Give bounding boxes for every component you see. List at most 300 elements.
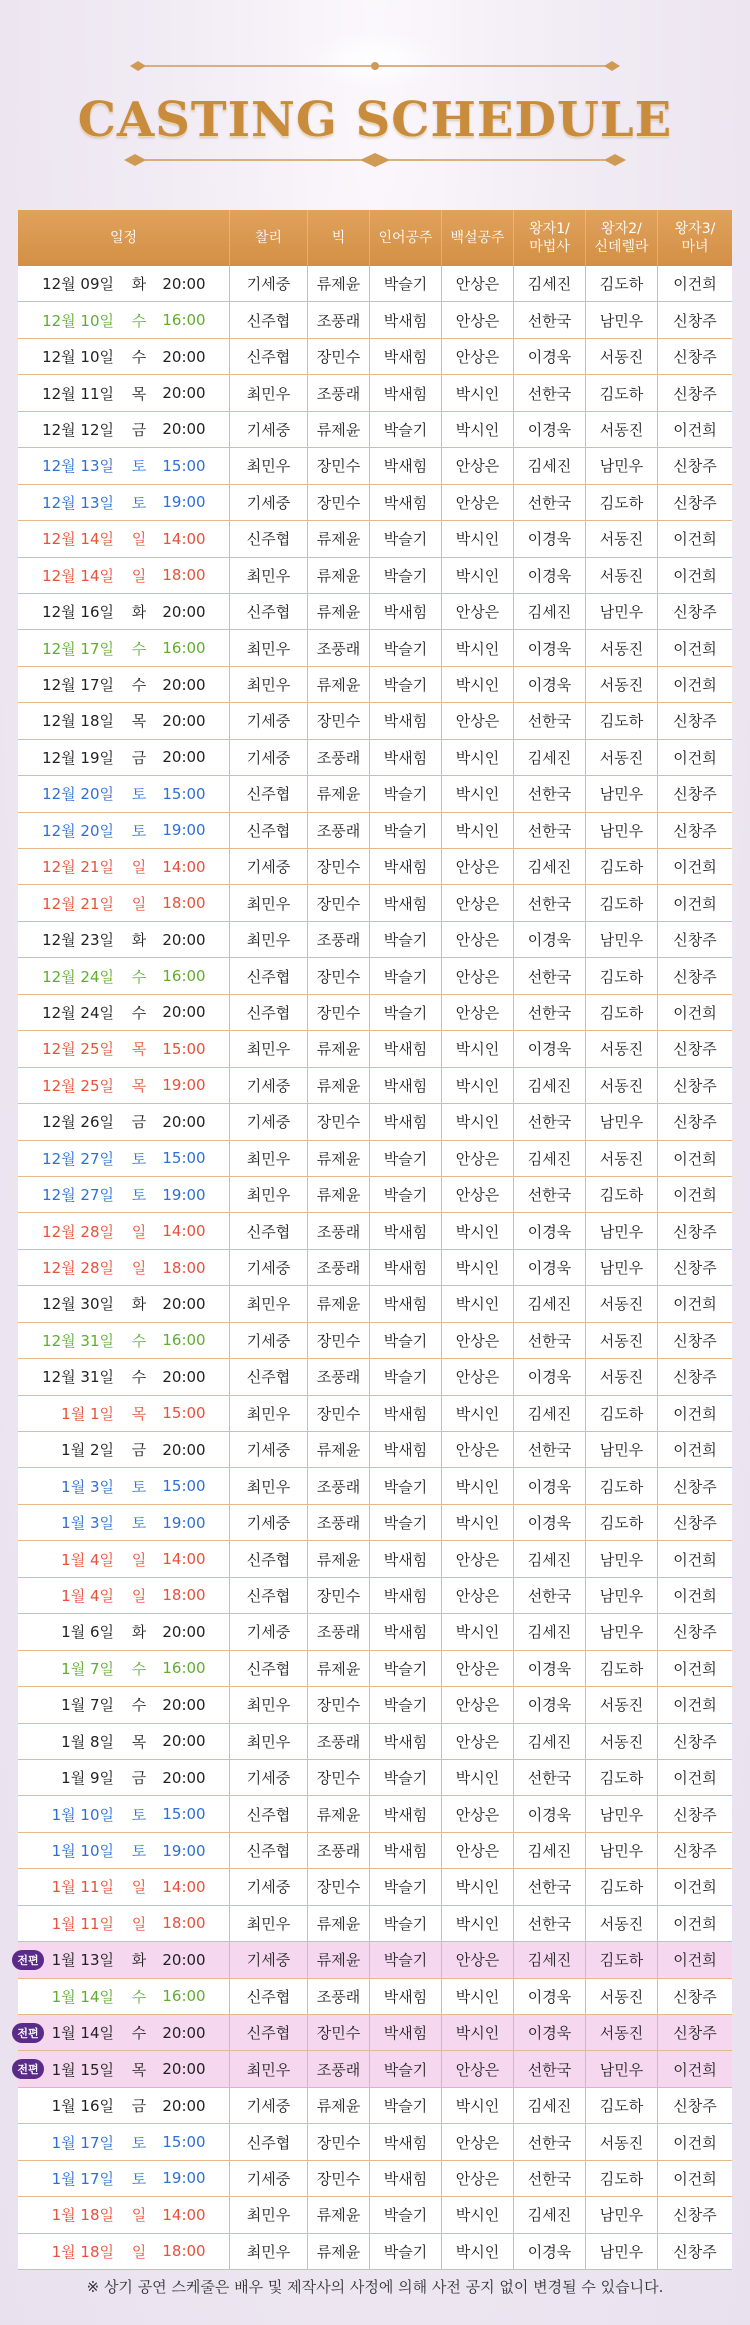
table-row [18,813,732,849]
header-snow-white: 백설공주 [442,210,514,266]
schedule-cell [18,995,230,1030]
cast-cell: 류제윤 [308,1651,370,1686]
cast-cell: 기세중 [230,2161,308,2196]
row-day: 일 [131,858,147,877]
row-day: 목 [131,1404,147,1423]
cast-cell: 안상은 [442,1796,514,1831]
cast-cell: 신창주 [673,1842,717,1861]
cast-cell: 류제윤 [308,1541,370,1576]
schedule-cell [18,776,230,811]
schedule-cell [18,1396,230,1431]
cast-cell: 기세중 [230,1505,308,1540]
cast-cell: 신주협 [230,2015,308,2050]
row-day: 토 [131,1477,147,1496]
cast-cell: 박슬기 [370,667,442,702]
cast-cell: 신창주 [673,2024,717,2043]
row-time: 19:00 [162,1076,206,1095]
cast-cell: 신주협 [230,521,308,556]
row-time: 15:00 [162,1477,206,1496]
full-show-badge: 전편 [12,2023,44,2043]
cast-cell: 최민우 [230,1286,308,1321]
table-row [18,1724,732,1760]
schedule-cell [18,448,230,483]
cast-cell: 류제윤 [308,1432,370,1467]
cast-cell: 안상은 [442,1942,514,1977]
schedule-cell [18,1578,230,1613]
cast-cell: 김세진 [514,1396,586,1431]
cast-cell: 신창주 [673,821,717,840]
row-time: 18:00 [162,1914,206,1933]
row-day: 일 [131,894,147,913]
table-row [18,521,732,557]
cast-cell: 선한국 [514,1177,586,1212]
cast-cell: 조풍래 [308,2051,370,2086]
cast-cell: 신주협 [230,1213,308,1248]
cast-cell: 이경욱 [514,1979,586,2014]
row-date: 1월 4일 [61,1550,114,1569]
table-row [18,594,732,630]
schedule-cell [18,1286,230,1321]
cast-cell: 김도하 [586,1760,658,1795]
cast-cell: 이건희 [673,1878,717,1897]
row-date: 12월 26일 [42,1113,114,1132]
row-day: 토 [131,1805,147,1824]
cast-cell: 박슬기 [370,1906,442,1941]
cast-cell: 안상은 [442,1687,514,1722]
row-day: 수 [131,1696,147,1715]
cast-cell: 신주협 [230,2124,308,2159]
cast-cell: 박새힘 [370,1396,442,1431]
row-date: 12월 17일 [42,676,114,695]
cast-cell: 박시인 [442,740,514,775]
row-time: 20:00 [162,1695,206,1714]
cast-cell: 이경욱 [514,1250,586,1285]
cast-cell: 신주협 [230,776,308,811]
table-row [18,1833,732,1869]
cast-cell: 박새힘 [370,885,442,920]
schedule-cell [18,1724,230,1759]
cast-cell: 류제윤 [308,776,370,811]
table-row [18,1468,732,1504]
cast-cell: 박시인 [442,412,514,447]
schedule-cell [18,1833,230,1868]
row-day: 일 [131,1586,147,1605]
cast-cell: 서동진 [586,1286,658,1321]
cast-cell: 이건희 [673,275,717,294]
cast-cell: 박시인 [442,1760,514,1795]
table-row [18,1323,732,1359]
cast-cell: 서동진 [586,2124,658,2159]
cast-cell: 이건희 [673,1186,717,1205]
cast-cell: 남민우 [586,1796,658,1831]
cast-cell: 김세진 [514,448,586,483]
row-date: 12월 27일 [42,1149,114,1168]
cast-cell: 기세중 [230,740,308,775]
cast-cell: 남민우 [586,2051,658,2086]
cast-cell: 김세진 [514,1833,586,1868]
cast-cell: 김세진 [514,1286,586,1321]
cast-cell: 조풍래 [308,922,370,957]
cast-cell: 신창주 [673,348,717,367]
cast-cell: 기세중 [230,1614,308,1649]
cast-cell: 기세중 [230,485,308,520]
schedule-cell [18,1505,230,1540]
cast-cell: 박슬기 [370,1505,442,1540]
cast-cell: 이경욱 [514,630,586,665]
cast-cell: 박새힘 [370,1213,442,1248]
row-date: 12월 27일 [42,1186,114,1205]
row-time: 14:00 [162,2205,206,2224]
row-time: 20:00 [162,711,206,730]
schedule-cell [18,1068,230,1103]
cast-cell: 류제윤 [308,1942,370,1977]
cast-cell: 선한국 [514,2124,586,2159]
cast-cell: 남민우 [586,1541,658,1576]
cast-cell: 안상은 [442,885,514,920]
cast-cell: 신창주 [673,1368,717,1387]
row-date: 12월 31일 [42,1368,114,1387]
table-row [18,849,732,885]
row-date: 12월 20일 [42,785,114,804]
cast-cell: 서동진 [586,630,658,665]
cast-cell: 장민수 [308,1323,370,1358]
row-day: 토 [131,1842,147,1861]
row-time: 16:00 [162,1987,206,2006]
row-day: 수 [131,2024,147,2043]
cast-cell: 서동진 [586,558,658,593]
table-row [18,1359,732,1395]
row-time: 20:00 [162,1367,206,1386]
row-time: 20:00 [162,748,206,767]
table-row [18,1614,732,1650]
cast-cell: 안상은 [442,266,514,301]
row-day: 일 [131,566,147,585]
cast-cell: 신주협 [230,813,308,848]
table-row [18,1031,732,1067]
row-day: 토 [131,493,147,512]
row-date: 1월 17일 [51,2133,114,2152]
cast-cell: 안상은 [442,958,514,993]
cast-cell: 남민우 [586,2197,658,2232]
cast-cell: 박새힘 [370,2124,442,2159]
cast-cell: 조풍래 [308,302,370,337]
cast-cell: 신주협 [230,995,308,1030]
table-row [18,2088,732,2124]
cast-cell: 박새힘 [370,849,442,884]
cast-cell: 안상은 [442,1323,514,1358]
bottom-ornament [0,150,750,170]
cast-cell: 박시인 [442,2088,514,2123]
row-time: 18:00 [162,894,206,913]
cast-cell: 최민우 [230,1177,308,1212]
row-time: 15:00 [162,1805,206,1824]
table-row [18,2051,732,2087]
row-date: 1월 14일 [51,2024,114,2043]
schedule-cell [18,302,230,337]
table-row [18,485,732,521]
row-date: 12월 16일 [42,603,114,622]
table-row [18,266,732,302]
cast-cell: 박슬기 [370,922,442,957]
cast-cell: 장민수 [308,2124,370,2159]
row-date: 12월 21일 [42,894,114,913]
cast-cell: 류제윤 [308,2197,370,2232]
cast-cell: 박슬기 [370,630,442,665]
cast-cell: 김도하 [586,1651,658,1686]
row-date: 1월 11일 [51,1878,114,1897]
row-time: 20:00 [162,274,206,293]
cast-cell: 박새힘 [370,594,442,629]
cast-cell: 김세진 [514,266,586,301]
cast-cell: 남민우 [586,1833,658,1868]
schedule-cell [18,1359,230,1394]
schedule-cell [18,1906,230,1941]
cast-cell: 이경욱 [514,1796,586,1831]
row-time: 20:00 [162,675,206,694]
cast-cell: 신주협 [230,1578,308,1613]
table-row [18,339,732,375]
cast-cell: 박시인 [442,2234,514,2269]
schedule-cell [18,740,230,775]
cast-cell: 이건희 [673,2133,717,2152]
cast-cell: 신창주 [673,1514,717,1533]
cast-cell: 안상은 [442,1432,514,1467]
cast-cell: 김도하 [586,2161,658,2196]
row-time: 20:00 [162,347,206,366]
cast-cell: 서동진 [586,1323,658,1358]
cast-cell: 서동진 [586,1906,658,1941]
cast-cell: 박새힘 [370,448,442,483]
row-date: 1월 8일 [61,1732,114,1751]
cast-cell: 서동진 [586,1141,658,1176]
cast-cell: 류제윤 [308,558,370,593]
cast-cell: 박새힘 [370,1614,442,1649]
row-date: 1월 9일 [61,1769,114,1788]
cast-cell: 이경욱 [514,922,586,957]
cast-cell: 조풍래 [308,1359,370,1394]
schedule-cell [18,266,230,301]
cast-cell: 박새힘 [370,1578,442,1613]
cast-cell: 안상은 [442,1578,514,1613]
cast-cell: 남민우 [586,448,658,483]
row-date: 12월 13일 [42,457,114,476]
row-time: 18:00 [162,1586,206,1605]
cast-cell: 안상은 [442,922,514,957]
row-time: 14:00 [162,1877,206,1896]
row-day: 수 [131,1368,147,1387]
cast-cell: 안상은 [442,594,514,629]
cast-cell: 이건희 [673,1769,717,1788]
table-row [18,1213,732,1249]
row-time: 20:00 [162,1440,206,1459]
row-date: 12월 10일 [42,348,114,367]
row-time: 20:00 [162,2096,206,2115]
row-time: 15:00 [162,456,206,475]
schedule-cell [18,958,230,993]
row-day: 일 [131,530,147,549]
row-time: 19:00 [162,821,206,840]
cast-cell: 안상은 [442,995,514,1030]
cast-cell: 조풍래 [308,1979,370,2014]
cast-cell: 류제윤 [308,2234,370,2269]
cast-cell: 선한국 [514,2161,586,2196]
row-date: 12월 13일 [42,493,114,512]
cast-cell: 조풍래 [308,740,370,775]
cast-cell: 김세진 [514,2088,586,2123]
cast-cell: 안상은 [442,1724,514,1759]
row-time: 20:00 [162,384,206,403]
cast-cell: 장민수 [308,2015,370,2050]
table-body [18,266,732,2270]
table-row [18,776,732,812]
cast-cell: 신창주 [673,1987,717,2006]
row-day: 수 [131,676,147,695]
table-row [18,885,732,921]
table-row [18,558,732,594]
row-day: 토 [131,1186,147,1205]
cast-cell: 박슬기 [370,1651,442,1686]
cast-cell: 선한국 [514,813,586,848]
cast-cell: 류제윤 [308,266,370,301]
cast-cell: 서동진 [586,667,658,702]
row-day: 수 [131,1659,147,1678]
cast-cell: 이경욱 [514,1505,586,1540]
row-day: 수 [131,639,147,658]
cast-cell: 이건희 [673,1914,717,1933]
cast-cell: 남민우 [586,1432,658,1467]
row-date: 1월 18일 [51,2242,114,2261]
row-day: 화 [131,1951,147,1970]
row-day: 토 [131,1149,147,1168]
cast-cell: 이건희 [673,420,717,439]
cast-cell: 신주협 [230,958,308,993]
row-date: 1월 10일 [51,1842,114,1861]
cast-cell: 신창주 [673,1076,717,1095]
row-time: 15:00 [162,1039,206,1058]
cast-cell: 남민우 [586,1104,658,1139]
cast-cell: 박시인 [442,1505,514,1540]
cast-cell: 최민우 [230,2051,308,2086]
cast-cell: 서동진 [586,521,658,556]
row-time: 18:00 [162,566,206,585]
schedule-cell [18,2124,230,2159]
table-row [18,630,732,666]
cast-cell: 박시인 [442,1614,514,1649]
cast-cell: 김도하 [586,485,658,520]
cast-cell: 이경욱 [514,1468,586,1503]
table-row [18,2234,732,2270]
schedule-cell [18,2051,230,2086]
cast-cell: 이건희 [673,639,717,658]
cast-cell: 박슬기 [370,1942,442,1977]
cast-cell: 박새힘 [370,1541,442,1576]
cast-cell: 박새힘 [370,1104,442,1139]
cast-cell: 기세중 [230,1104,308,1139]
page-title: CASTING SCHEDULE [77,92,673,148]
cast-cell: 신창주 [673,457,717,476]
row-day: 목 [131,1040,147,1059]
cast-cell: 박시인 [442,1396,514,1431]
cast-cell: 신창주 [673,1805,717,1824]
cast-cell: 박새힘 [370,1979,442,2014]
header-prince3: 왕자3/ 마녀 [674,221,716,255]
cast-cell: 선한국 [514,375,586,410]
row-time: 18:00 [162,2242,206,2261]
cast-cell: 선한국 [514,958,586,993]
cast-cell: 박슬기 [370,1323,442,1358]
row-time: 15:00 [162,784,206,803]
cast-cell: 박슬기 [370,1141,442,1176]
cast-cell: 선한국 [514,1578,586,1613]
cast-cell: 박새힘 [370,1724,442,1759]
row-date: 12월 23일 [42,931,114,950]
row-day: 목 [131,2060,147,2079]
cast-cell: 박슬기 [370,2088,442,2123]
schedule-cell [18,1141,230,1176]
row-time: 19:00 [162,1841,206,1860]
cast-cell: 선한국 [514,1432,586,1467]
row-date: 1월 13일 [51,1951,114,1970]
cast-cell: 신창주 [673,1222,717,1241]
cast-cell: 남민우 [586,776,658,811]
cast-cell: 장민수 [308,1578,370,1613]
row-date: 12월 24일 [42,1003,114,1022]
cast-cell: 조풍래 [308,1614,370,1649]
row-day: 토 [131,2133,147,2152]
cast-cell: 박슬기 [370,1869,442,1904]
schedule-cell [18,1213,230,1248]
cast-cell: 기세중 [230,849,308,884]
cast-cell: 이건희 [673,1003,717,1022]
cast-cell: 선한국 [514,885,586,920]
table-row [18,2124,732,2160]
cast-cell: 조풍래 [308,1724,370,1759]
cast-cell: 박시인 [442,1468,514,1503]
cast-cell: 이건희 [673,858,717,877]
cast-cell: 김도하 [586,375,658,410]
row-time: 16:00 [162,639,206,658]
cast-cell: 조풍래 [308,1505,370,1540]
cast-cell: 안상은 [442,1359,514,1394]
cast-cell: 선한국 [514,485,586,520]
cast-cell: 박슬기 [370,412,442,447]
full-show-badge: 전편 [12,2059,44,2079]
row-date: 12월 21일 [42,858,114,877]
row-day: 금 [131,1769,147,1788]
cast-cell: 김도하 [586,849,658,884]
cast-cell: 신주협 [230,594,308,629]
row-day: 금 [131,420,147,439]
cast-cell: 장민수 [308,703,370,738]
cast-cell: 기세중 [230,1323,308,1358]
row-date: 1월 1일 [61,1404,114,1423]
cast-cell: 김도하 [586,885,658,920]
cast-cell: 선한국 [514,1104,586,1139]
cast-cell: 박새힘 [370,1250,442,1285]
cast-cell: 박시인 [442,1906,514,1941]
cast-cell: 김세진 [514,849,586,884]
cast-cell: 김도하 [586,703,658,738]
cast-cell: 박슬기 [370,521,442,556]
schedule-cell [18,375,230,410]
row-time: 20:00 [162,1622,206,1641]
cast-cell: 기세중 [230,1869,308,1904]
cast-cell: 김세진 [514,1141,586,1176]
table-row [18,412,732,448]
cast-cell: 안상은 [442,302,514,337]
cast-cell: 최민우 [230,922,308,957]
cast-cell: 이건희 [673,530,717,549]
